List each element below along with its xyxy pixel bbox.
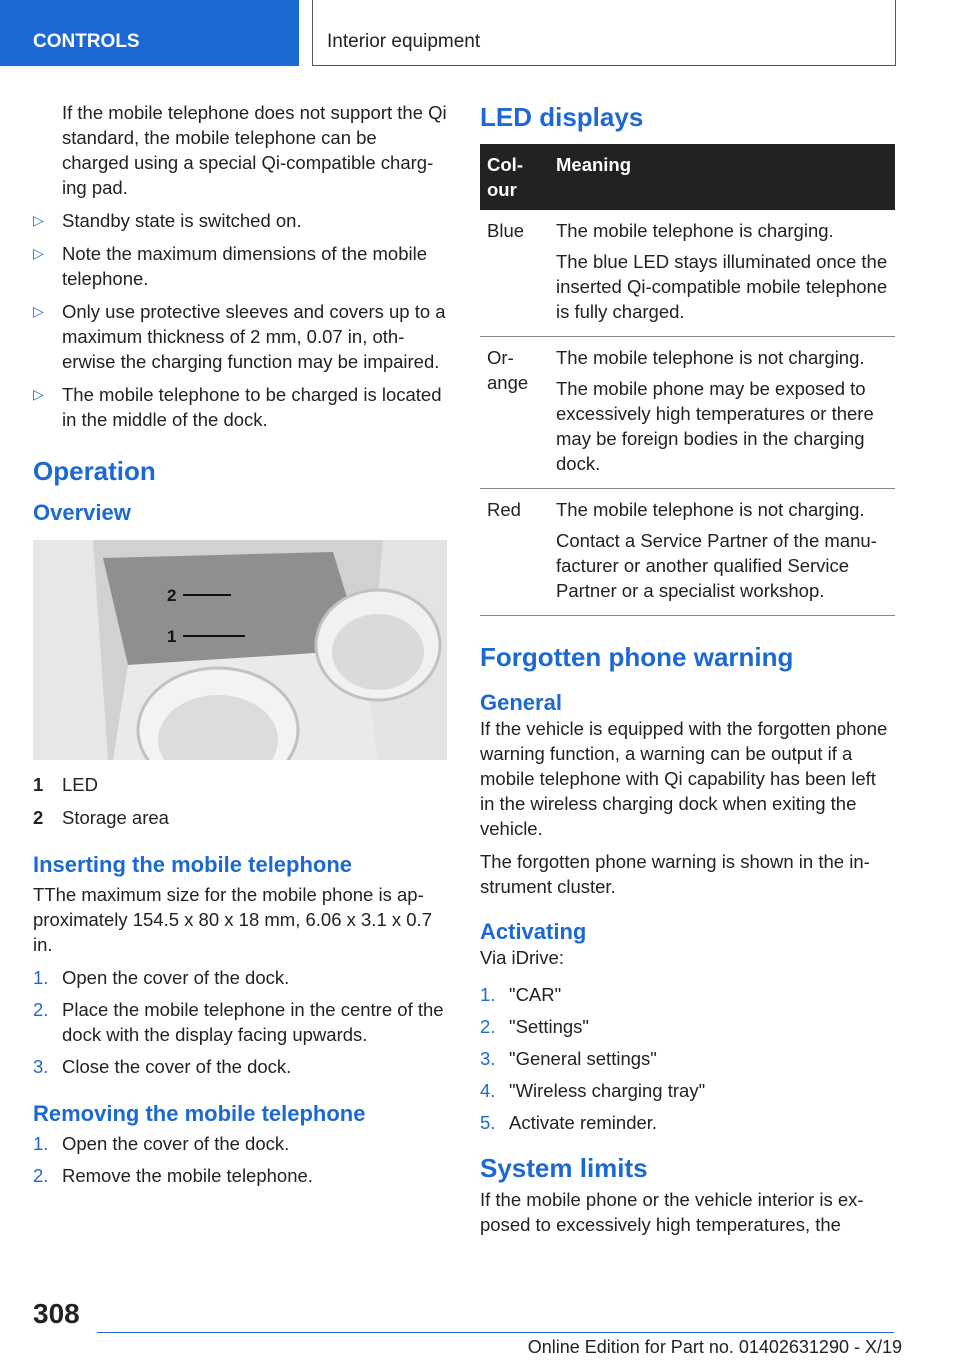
step-item: 3. Close the cover of the dock.	[33, 1056, 292, 1077]
activating-intro: Via iDrive:	[480, 947, 564, 968]
activating-heading: Activating	[480, 919, 587, 944]
table-row: Blue The mobile telephone is charging. The blue LED stays illuminated once the inserted Qi-compatible mobile telephone is fully charged.	[480, 210, 895, 337]
legend-item: 2 Storage area	[33, 807, 169, 828]
charging-dock-illustration	[33, 540, 447, 760]
general-heading: General	[480, 690, 562, 715]
triangle-bullet-icon: ▷	[33, 245, 44, 261]
led-displays-table	[480, 144, 895, 616]
general-paragraph: If the vehicle is equipped with the forgotten phone warning function, a warning can be output if a mobile telephone with Qi capability has been left in the wireless charging dock when exiting the vehicle.	[480, 718, 888, 839]
step-item: 4. "Wireless charging tray"	[480, 1080, 706, 1101]
bullet-item: ▷ Note the maximum dimensions of the mobile telephone.	[33, 243, 428, 289]
triangle-bullet-icon: ▷	[33, 212, 44, 228]
charging-dock-photo	[33, 540, 447, 760]
step-item: 2. Remove the mobile telephone.	[33, 1165, 313, 1186]
removing-heading: Removing the mobile telephone	[33, 1101, 366, 1126]
legend-item: 1 LED	[33, 774, 98, 795]
step-item: 1. Open the cover of the dock.	[33, 967, 290, 988]
forgotten-phone-heading: Forgotten phone warning	[480, 642, 794, 672]
step-item: 1. "CAR"	[480, 984, 562, 1005]
footer-divider	[97, 1332, 894, 1333]
intro-paragraph: If the mobile telephone does not support the Qi standard, the mobile telephone can be charged using a special Qi-compatible charging pad.	[62, 102, 447, 198]
general-paragraph-2: The forgotten phone warning is shown in the instrument cluster.	[480, 851, 870, 897]
system-limits-paragraph: If the mobile phone or the vehicle interior is exposed to excessively high temperatures, the	[480, 1189, 864, 1235]
photo-callout-1: 1	[167, 627, 177, 646]
bullet-item: ▷ Standby state is switched on.	[33, 210, 302, 231]
step-item: 5. Activate reminder.	[480, 1112, 658, 1133]
header-section-tab: CONTROLS	[0, 0, 299, 66]
left-column	[33, 100, 447, 1195]
photo-callout-2: 2	[167, 586, 177, 605]
overview-heading: Overview	[33, 500, 131, 525]
page-number: 308	[33, 1298, 80, 1329]
table-header-meaning: Meaning	[549, 144, 895, 210]
step-item: 2. "Settings"	[480, 1016, 589, 1037]
system-limits-heading: System limits	[480, 1153, 648, 1183]
triangle-bullet-icon: ▷	[33, 386, 44, 402]
step-item: 2. Place the mobile telephone in the centre of the dock with the display facing upwards.	[33, 999, 444, 1045]
inserting-paragraph: TThe maximum size for the mobile phone is approximately 154.5 x 80 x 18 mm, 6.06 x 3.1 x 0.7 in.	[33, 884, 432, 955]
table-header-colour: Colour	[480, 144, 549, 210]
header-chapter-title: Interior equipment	[312, 0, 896, 66]
table-row: Orange The mobile telephone is not charging. The mobile phone may be exposed to excessively high temperatures or there may be foreign bodies in the charging dock.	[480, 337, 895, 489]
inserting-heading: Inserting the mobile telephone	[33, 852, 353, 877]
led-displays-heading: LED displays	[480, 102, 644, 132]
bullet-item: ▷ The mobile telephone to be charged is located in the middle of the dock.	[33, 384, 442, 430]
step-item: 3. "General settings"	[480, 1048, 657, 1069]
operation-heading: Operation	[33, 456, 156, 486]
footer-edition: Online Edition for Part no. 01402631290 - X/19	[527, 1337, 902, 1357]
triangle-bullet-icon: ▷	[33, 303, 44, 319]
right-column	[480, 100, 895, 1245]
step-item: 1. Open the cover of the dock.	[33, 1133, 290, 1154]
table-row: Red The mobile telephone is not charging. Contact a Service Partner of the manufacturer or another qualified Service Partner or a specialist workshop.	[480, 489, 895, 616]
bullet-item: ▷ Only use protective sleeves and covers up to a maximum thickness of 2 mm, 0.07 in, otherwise the charging function may be impaired.	[33, 301, 446, 372]
